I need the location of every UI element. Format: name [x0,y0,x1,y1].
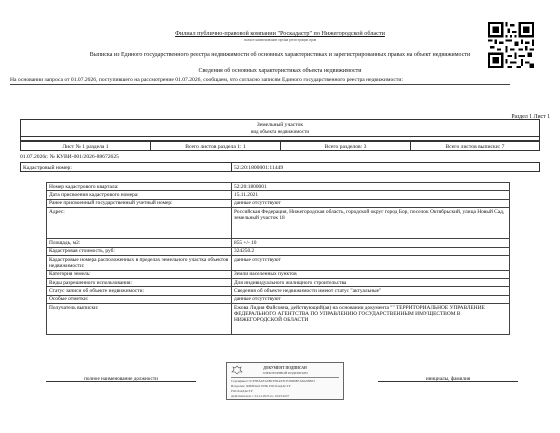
total-sheets: Всего листов выписки: 7 [445,143,505,150]
section-sheet-label: Раздел 1 Лист 1 [511,114,550,120]
table-row: Статус записи об объекте недвижимости: Сведения об объекте недвижимости имеют статус "актуальные" [47,287,510,295]
sheets-in-section: Всего листов раздела 1: 1 [151,142,281,150]
sheet-info-row [20,141,540,151]
electronic-signature-stamp [226,362,344,400]
stamp-certificate: Сертификат: 01F3B3AEA0BCF00AE3CE28D9B7A8A93B03 [231,380,315,383]
characteristics-table [46,182,510,335]
table-row: Номер кадастрового квартала: 52:20:1800001 [47,183,510,191]
table-row: Категория земель: Земли населенных пунктов [47,270,510,278]
table-row: Виды разрешенного использования: Для индивидуального жилищного строительства [47,278,510,286]
table-row: Ранее присвоенный государственный учетный номер: данные отсутствуют [47,199,510,207]
table-row: Кадастровые номера расположенных в пределах земельного участка объектов недвижимости: данные отсутствуют [47,255,510,270]
stamp-heading: ДОКУМЕНТ ПОДПИСАН [263,366,307,370]
table-row: Площадь, м2: 855 +/- 10 [47,239,510,247]
object-type: Земельный участок [256,122,304,128]
request-number: 01.07.2026г. № КУВИ-001/2026-88672625 [20,154,119,160]
document-title: Выписка из Единого государственного реестра недвижимости об основных характеристиках и зарегистрированных правах на объект недвижимости [89,52,471,58]
position-label: полное наименование должности [84,376,158,382]
request-basis: На основании запроса от 01.07.2026, поступившего на рассмотрение 01.07.2026, сообщаем, что согласно записям Единого государственного реестра недвижимости: [10,77,403,83]
cadastral-number-label: Кадастровый номер: [21,163,232,171]
section-title: Сведения об основных характеристиках объекта недвижимости [198,68,362,74]
table-row: Особые отметки: данные отсутствуют [47,295,510,303]
total-sections: Всего разделов: 3 [281,142,411,150]
stamp-validity: Действителен: с 24.12.2025 по 19.03.2027 [231,395,290,398]
object-type-box [20,119,540,141]
sheet-number: Лист № 1 раздела 1 [21,142,151,150]
table-row: Дата присвоения кадастрового номера: 15.11.2021 [47,191,510,199]
cadastral-number-value: 52:20:1800001:11449 [234,164,284,171]
filial-title: Филиал публично-правовой компании "Роскадастр" по Нижегородской области [175,30,385,37]
table-row: Получатель выписки: Ежова Лидия Файсовна, действующий(ая) на основании документа "" ТЕРРИТОРИАЛЬНОЕ УПРАВЛЕНИЕ ФЕДЕРАЛЬНОГО АГЕНТСТВА ПО УПРАВЛЕНИЮ ГОСУДАРСТВЕННЫМ ИМУЩЕСТВОМ В НИЖЕГОРОДСКОЙ ОБЛАСТИ [47,304,510,335]
cadastral-number-row [20,162,540,172]
table-row: Адрес: Российская Федерация, Нижегородская область, городской округ город Бор, поселок Октябрьский, улица Новый Сад, земельный участок 18 [47,208,510,239]
divider [10,84,510,85]
qr-code-icon [488,22,534,68]
stamp-subheading: ЭЛЕКТРОННОЙ ПОДПИСЬЮ [262,371,308,375]
object-type-caption: вид объекта недвижимости [250,130,310,135]
stamp-organization: РОСКАДАСТР [231,390,253,393]
name-label: инициалы, фамилия [425,376,471,382]
stamp-owner: Владелец: ФИЛИАЛ ППК РОСКАДАСТР [231,385,291,388]
table-row: Кадастровая стоимость, руб: 324250.2 [47,247,510,255]
filial-subtitle: полное наименование органа регистрации прав [243,38,317,42]
